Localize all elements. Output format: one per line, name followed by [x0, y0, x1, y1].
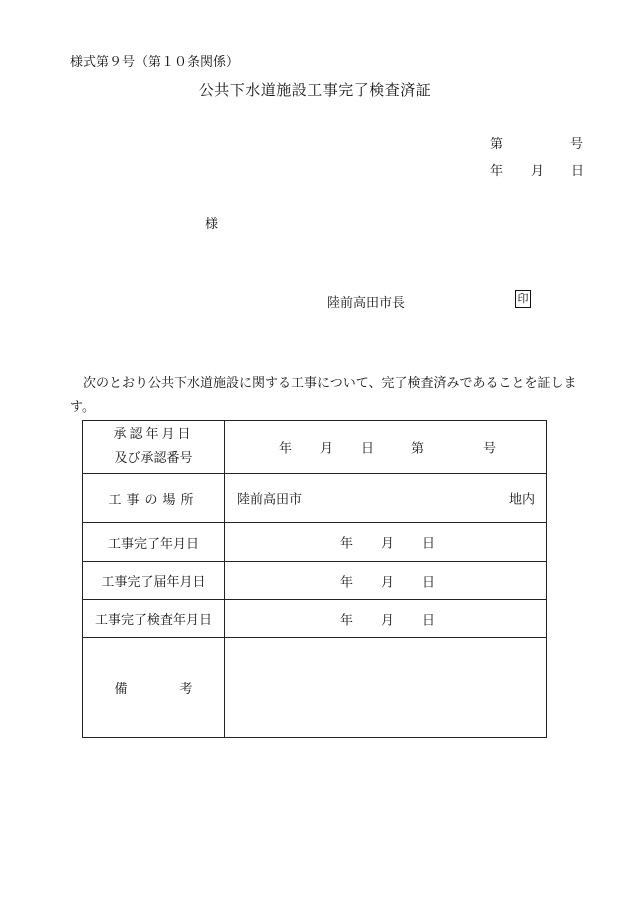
addressee-suffix: 様 — [205, 217, 219, 232]
inspection-date-row — [83, 600, 547, 638]
form-number: 様式第９号（第１０条関係） — [70, 55, 240, 70]
completion-notice-date-row — [83, 562, 547, 600]
approval-day: 日 — [361, 441, 375, 457]
remarks-row — [83, 638, 547, 738]
completion-date-row — [83, 523, 547, 562]
location-value — [225, 474, 547, 523]
document-title: 公共下水道施設工事完了検査済証 — [198, 81, 432, 99]
seal-mark: 印 — [515, 290, 531, 308]
location-label — [83, 474, 225, 523]
inspection-date-value — [225, 600, 547, 638]
completion-year: 年 — [340, 536, 354, 552]
location-label-text: 工事の場所 — [108, 492, 199, 508]
issue-month-label: 月 — [531, 164, 545, 179]
completion-notice-date-value — [225, 562, 547, 600]
approval-number-suffix: 号 — [483, 441, 497, 457]
approval-label-line2: 及び承認番号 — [114, 451, 193, 466]
issue-number-prefix: 第 — [490, 137, 504, 152]
completion-month: 月 — [381, 536, 395, 552]
remarks-label: 備 考 — [83, 638, 225, 738]
issue-year-label: 年 — [490, 164, 504, 179]
inspection-day: 日 — [422, 613, 436, 628]
issue-number-suffix: 号 — [570, 137, 584, 152]
location-city: 陸前高田市 — [237, 492, 303, 508]
completion-notice-date-label: 工事完了届年月日 — [83, 562, 225, 600]
certificate-table — [82, 420, 547, 738]
inspection-date-label: 工事完了検査年月日 — [83, 600, 225, 638]
inspection-month: 月 — [381, 613, 395, 628]
remarks-value — [225, 638, 547, 738]
completion-date-label: 工事完了年月日 — [83, 523, 225, 562]
approval-month: 月 — [320, 441, 334, 457]
completion-notice-month: 月 — [381, 575, 395, 590]
approval-row — [83, 421, 547, 474]
location-suffix: 地内 — [509, 492, 536, 508]
approval-label-line1: 承認年月日 — [113, 427, 194, 442]
issue-day-label: 日 — [571, 164, 585, 179]
completion-notice-year: 年 — [340, 575, 354, 590]
certification-sentence: 次のとおり公共下水道施設に関する工事について、完了検査済みであることを証します。 — [70, 376, 577, 415]
location-row — [83, 474, 547, 523]
approval-label — [83, 421, 225, 474]
certification-text — [70, 372, 590, 420]
approval-value — [225, 421, 547, 474]
completion-date-value — [225, 523, 547, 562]
approval-year: 年 — [279, 441, 293, 457]
inspection-year: 年 — [340, 613, 354, 628]
completion-notice-day: 日 — [422, 575, 436, 590]
approval-number-prefix: 第 — [411, 441, 425, 457]
completion-day: 日 — [422, 536, 436, 552]
issuer-name: 陸前高田市長 — [327, 296, 406, 311]
